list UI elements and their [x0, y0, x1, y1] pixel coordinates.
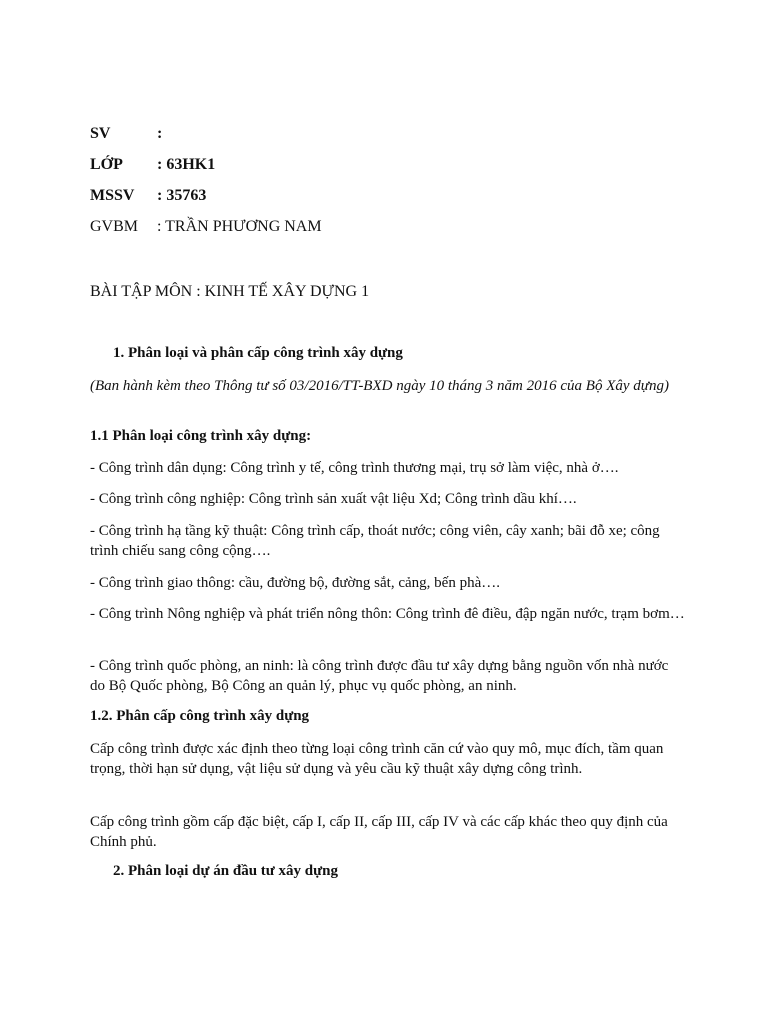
lop-value: : 63HK1	[157, 156, 216, 173]
mssv-label: MSSV	[90, 187, 135, 204]
list-item: - Công trình công nghiệp: Công trình sản xuất vật liệu Xd; Công trình dầu khí….	[90, 491, 577, 507]
section-1-2-heading: 1.2. Phân cấp công trình xây dựng	[90, 708, 310, 724]
sv-value: :	[157, 125, 163, 142]
student-name-row	[90, 125, 162, 143]
list-item: - Công trình Nông nghiệp và phát triển nông thôn: Công trình đê điều, đập ngăn nước, trạm bơm…	[90, 606, 685, 622]
list-item: - Công trình dân dụng: Công trình y tế, công trình thương mại, trụ sở làm việc, nhà ở….	[90, 460, 619, 476]
section-1-2-paragraph: Cấp công trình được xác định theo từng loại công trình căn cứ vào quy mô, mục đích, tầm quan trọng, thời hạn sử dụng, vật liệu sử dụng và yêu cầu kỹ thuật xây dựng công trình.	[90, 741, 664, 777]
list-item: - Công trình hạ tầng kỹ thuật: Công trình cấp, thoát nước; công viên, cây xanh; bãi đỗ xe; công trình chiếu sang công cộng….	[90, 523, 660, 559]
gvbm-label: GVBM	[90, 218, 139, 235]
lecturer-row	[90, 218, 322, 236]
assignment-title: BÀI TẬP MÔN : KINH TẾ XÂY DỰNG 1	[90, 283, 370, 300]
section-1-note: (Ban hành kèm theo Thông tư số 03/2016/TT-BXD ngày 10 tháng 3 năm 2016 của Bộ Xây dựng)	[90, 378, 669, 394]
gvbm-value: : TRẦN PHƯƠNG NAM	[157, 218, 322, 235]
list-item: - Công trình quốc phòng, an ninh: là công trình được đầu tư xây dựng bằng nguồn vốn nhà nước do Bộ Quốc phòng, Bộ Công an quản lý, phục vụ quốc phòng, an ninh.	[90, 658, 669, 694]
mssv-value: : 35763	[157, 187, 207, 204]
lop-label: LỚP	[90, 156, 123, 173]
sv-label: SV	[90, 125, 111, 142]
student-id-row	[90, 187, 206, 205]
class-row	[90, 156, 215, 174]
section-1-heading: 1. Phân loại và phân cấp công trình xây dựng	[113, 345, 403, 361]
section-1-2-paragraph: Cấp công trình gồm cấp đặc biệt, cấp I, cấp II, cấp III, cấp IV và các cấp khác theo quy định của Chính phủ.	[90, 814, 668, 850]
list-item: - Công trình giao thông: cầu, đường bộ, đường sắt, cảng, bến phà….	[90, 575, 500, 591]
section-1-1-heading: 1.1 Phân loại công trình xây dựng:	[90, 428, 312, 444]
section-2-heading: 2. Phân loại dự án đầu tư xây dựng	[113, 863, 338, 879]
